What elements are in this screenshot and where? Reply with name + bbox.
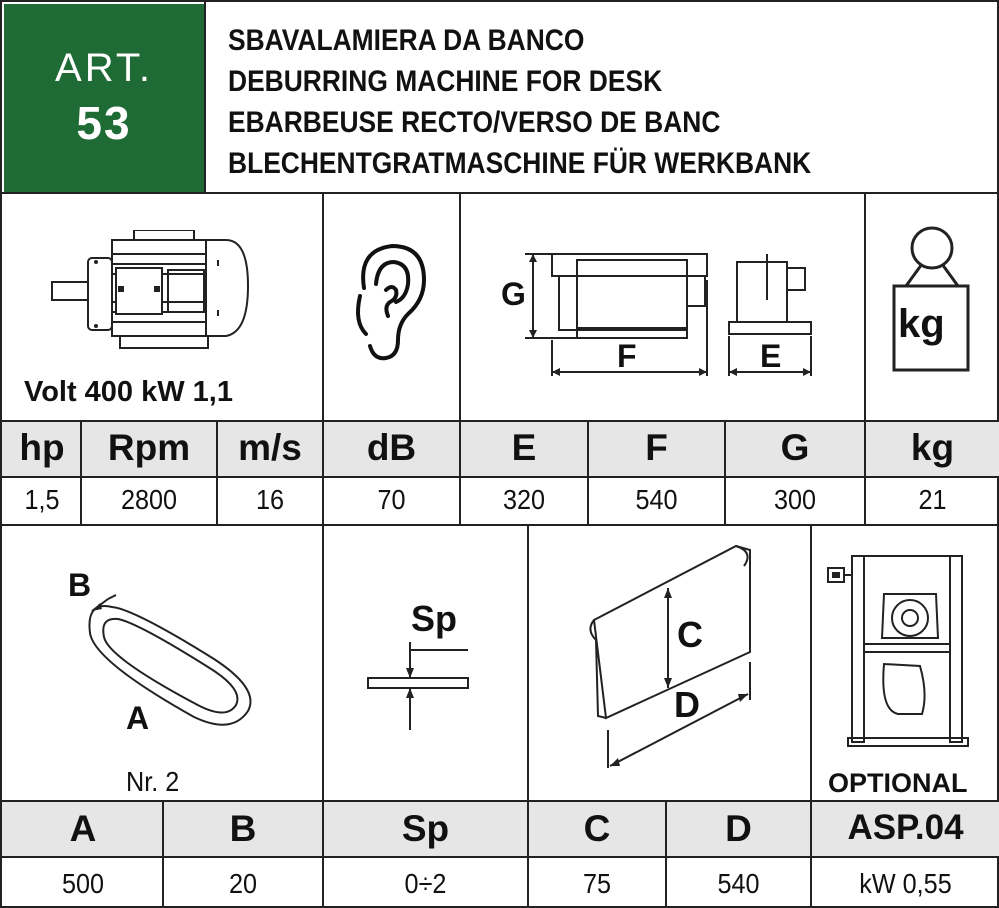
optional-label: OPTIONAL — [828, 768, 968, 798]
dim-e-label: E — [760, 338, 782, 374]
c-value: 75 — [582, 868, 612, 899]
col-asp-header: ASP.04 — [847, 808, 964, 847]
title-german: BLECHENTGRATMASCHINE FÜR WERKBANK — [228, 147, 812, 180]
dimensions-diagram — [497, 240, 832, 380]
col-a-header: A — [69, 808, 97, 849]
title-english: DEBURRING MACHINE FOR DESK — [228, 65, 663, 98]
dim-g-label: G — [501, 276, 526, 312]
title-italian: SBAVALAMIERA DA BANCO — [228, 24, 585, 57]
motor-icon — [50, 230, 262, 352]
dim-f-label: F — [617, 338, 637, 374]
col-g-header: G — [780, 427, 810, 468]
db-value: 70 — [377, 484, 406, 515]
thickness-diagram — [364, 642, 474, 734]
sheet-d-label: D — [674, 684, 700, 725]
col-hp-header: hp — [19, 427, 65, 468]
col-ms-header: m/s — [238, 427, 302, 468]
rpm-value: 2800 — [120, 484, 178, 515]
b-value: 20 — [228, 868, 258, 899]
ear-icon — [350, 242, 430, 362]
article-label: ART. — [55, 46, 153, 90]
col-kg-header: kg — [910, 427, 955, 468]
col-sp-header: Sp — [401, 808, 450, 849]
belt-diagram — [64, 587, 264, 737]
weight-icon-label: kg — [898, 302, 945, 346]
g-value: 300 — [773, 484, 817, 515]
title-french: EBARBEUSE RECTO/VERSO DE BANC — [228, 106, 721, 139]
article-badge — [4, 4, 204, 192]
product-titles — [228, 20, 811, 184]
kg-value: 21 — [918, 484, 947, 515]
belt-count: Nr. 2 — [126, 766, 180, 797]
ms-value: 16 — [255, 484, 285, 515]
motor-caption: Volt 400 kW 1,1 — [24, 376, 233, 408]
asp-value: kW 0,55 — [859, 868, 952, 899]
col-c-header: C — [583, 808, 611, 849]
belt-b-label: B — [68, 567, 92, 603]
weight-icon — [892, 224, 972, 374]
e-value: 320 — [502, 484, 546, 515]
f-value: 540 — [635, 484, 678, 515]
col-db-header: dB — [366, 427, 417, 468]
sheet-diagram — [584, 540, 764, 776]
belt-a-label: A — [126, 700, 150, 736]
a-value: 500 — [61, 868, 105, 899]
sheet-c-label: C — [677, 614, 703, 655]
sp-value: 0÷2 — [404, 868, 447, 899]
aspirator-icon — [824, 554, 984, 750]
col-f-header: F — [645, 427, 668, 468]
article-number: 53 — [76, 97, 132, 149]
col-rpm-header: Rpm — [107, 427, 191, 468]
col-b-header: B — [229, 808, 257, 849]
col-e-header: E — [511, 427, 537, 468]
hp-value: 1,5 — [24, 484, 60, 515]
d-value: 540 — [717, 868, 760, 899]
col-d-header: D — [725, 808, 752, 849]
thickness-sp-label: Sp — [411, 598, 458, 639]
